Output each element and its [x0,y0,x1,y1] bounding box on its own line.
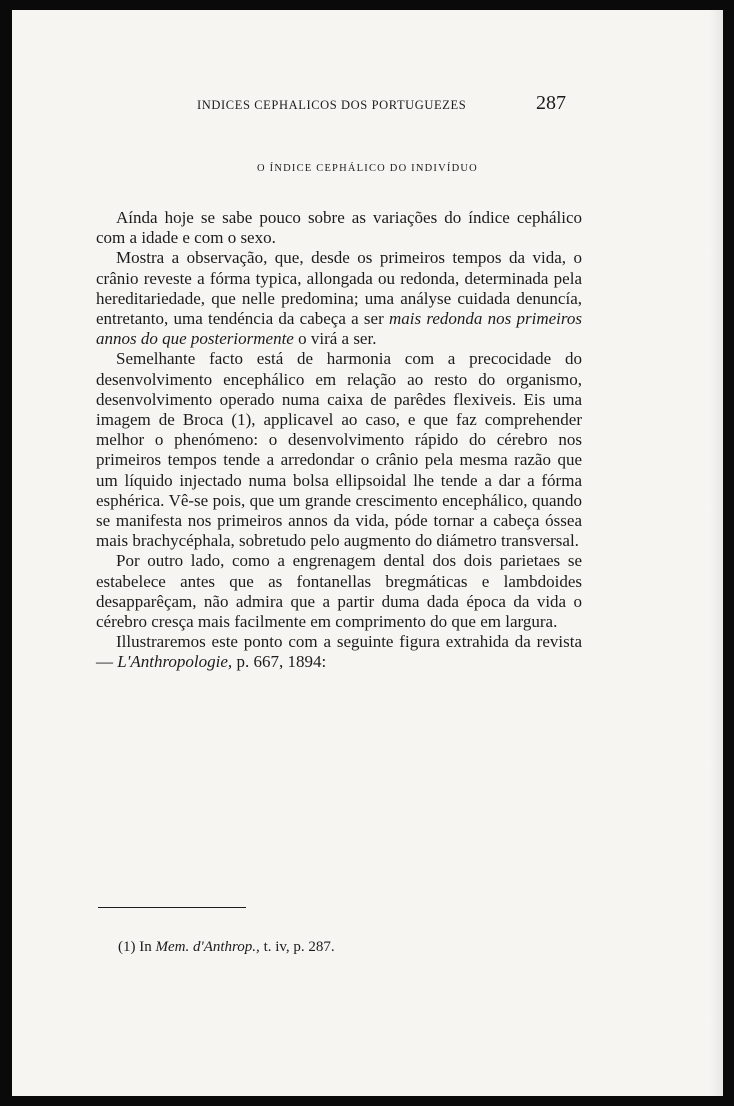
footnote-rule [98,907,246,908]
running-title: INDICES CEPHALICOS DOS PORTUGUEZES [197,98,467,112]
paragraph-text: Semelhante facto está de harmonia com a precocidade do desenvolvimento encephálico em relação ao resto do organismo, desenvolvimento operado numa caixa de parêdes flexiveis. Eis uma imagem de Broca (1), applicavel ao caso, e que faz comprehender melhor o phenómeno: o desenvolvimento rápido do cérebro nos primeiros tempos tende a arredondar o crânio pela mesma razão que um líquido injectado numa bolsa ellipsoidal lhe tende a dar a fórma esphérica. Vê-se pois, que um grande crescimento encephálico, quando se manifesta nos primeiros annos da vida, póde tornar a cabeça óssea mais brachycéphala, sobretudo pelo augmento do diámetro transversal. [96,349,582,551]
journal-title: L'Anthropologie, [117,652,233,672]
paragraph [96,248,582,349]
footnote [118,939,335,956]
paragraph [96,208,582,248]
paragraph-text: Mostra a observação, que, desde os primeiros tempos da vida, o crânio reveste a fórma typica, allongada ou redonda, determinada pela hereditariedade, que nelle predomina; uma anályse cuidada denuncía, entretanto, uma tendéncia da cabeça a ser [96,248,582,329]
page-header [12,92,723,120]
paragraph-text: Aínda hoje se sabe pouco sobre as variações do índice cephálico com a idade e com o sexo. [96,208,582,248]
body-text [96,208,582,673]
paragraph [96,551,582,632]
footnote-source: Mem. d'Anthrop., [155,939,260,955]
footnote-marker: (1) In [118,939,156,955]
paragraph-text: o virá a ser. [293,329,377,349]
page-edge-shade [709,10,723,1096]
paragraph-text: p. 667, 1894: [232,652,327,672]
paragraph-text: Por outro lado, como a engrenagem dental dos dois parietaes se estabelece antes que as fontanellas bregmáticas e lambdoides desapparêçam, não admira que a partir duma dada época da vida o cérebro cresça mais facilmente em comprimento do que em largura. [96,551,582,632]
paragraph [96,349,582,551]
section-title: O ÍNDICE CEPHÁLICO DO INDIVÍDUO [257,163,478,174]
emphasis-text: mais redonda nos primeiros annos do que posteriormente [96,309,582,349]
footnote-reference: t. iv, p. 287. [259,939,335,955]
paragraph-text: Illustraremos este ponto com a seguinte figura extrahida da revista — [96,632,582,672]
book-page [12,10,723,1096]
page-number: 287 [536,92,566,114]
paragraph [96,632,582,672]
